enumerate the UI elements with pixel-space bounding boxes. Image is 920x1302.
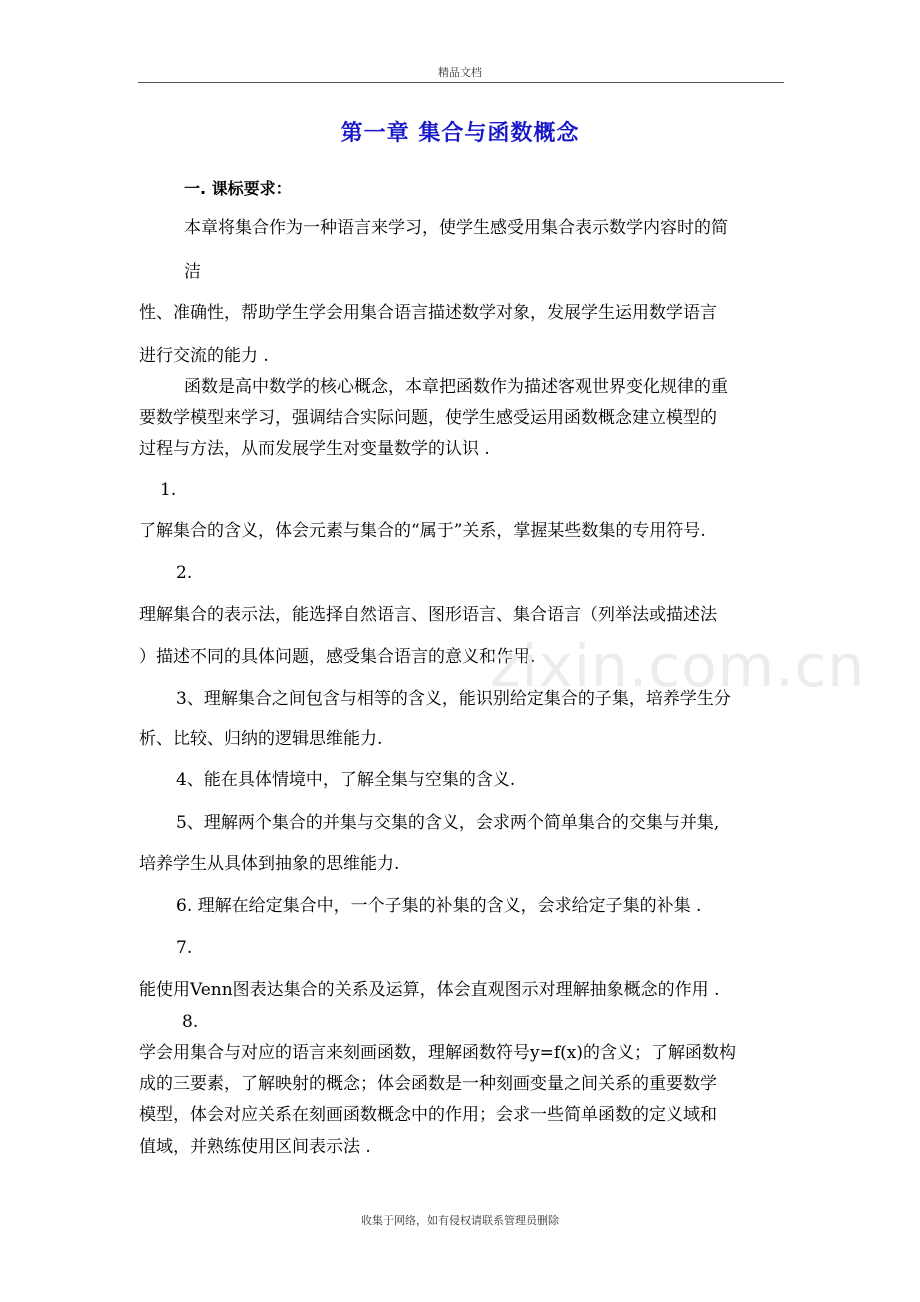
intro-line-2: 洁 bbox=[184, 262, 201, 282]
site-watermark: zixin.com.cn bbox=[490, 632, 866, 700]
chapter-title: 第一章 集合与函数概念 bbox=[340, 121, 580, 146]
item-1-line-1: 了解集合的含义，体会元素与集合的“属于”关系，掌握某些数集的专用符号. bbox=[139, 521, 706, 541]
item-2-line-2: ）描述不同的具体问题，感受集合语言的意义和作用. bbox=[139, 647, 536, 667]
item-2-number: 2. bbox=[176, 563, 193, 583]
page-header-text: 精品文档 bbox=[438, 66, 482, 79]
page-footer-text: 收集于网络，如有侵权请联系管理员删除 bbox=[361, 1214, 559, 1227]
item-8-number: 8. bbox=[182, 1012, 199, 1032]
function-intro-line-2: 要数学模型来学习，强调结合实际问题，使学生感受运用函数概念建立模型的 bbox=[139, 408, 717, 428]
intro-line-1: 本章将集合作为一种语言来学习，使学生感受用集合表示数学内容时的简 bbox=[184, 218, 728, 238]
item-3-line-1: 3、理解集合之间包含与相等的含义，能识别给定集合的子集，培养学生分 bbox=[176, 689, 731, 709]
item-6-line-1: 6. 理解在给定集合中，一个子集的补集的含义，会求给定子集的补集 . bbox=[176, 896, 702, 916]
item-8-line-4: 值域，并熟练使用区间表示法 . bbox=[139, 1137, 371, 1157]
item-2-line-1: 理解集合的表示法，能选择自然语言、图形语言、集合语言（列举法或描述法 bbox=[139, 605, 717, 625]
item-7-line-1: 能使用Venn图表达集合的关系及运算，体会直观图示对理解抽象概念的作用 . bbox=[139, 980, 720, 1000]
item-8-line-2: 成的三要素，了解映射的概念；体会函数是一种刻画变量之间关系的重要数学 bbox=[139, 1074, 717, 1094]
intro-line-4: 进行交流的能力 . bbox=[139, 346, 269, 366]
item-4-line-1: 4、能在具体情境中，了解全集与空集的含义. bbox=[176, 770, 516, 790]
item-3-line-2: 析、比较、归纳的逻辑思维能力. bbox=[139, 729, 383, 749]
item-5-line-2: 培养学生从具体到抽象的思维能力. bbox=[139, 854, 400, 874]
item-1-number: 1. bbox=[160, 480, 177, 500]
item-8-line-1: 学会用集合与对应的语言来刻画函数，理解函数符号y=f(x)的含义；了解函数构 bbox=[139, 1043, 736, 1063]
item-8-line-3: 模型，体会对应关系在刻画函数概念中的作用；会求一些简单函数的定义域和 bbox=[139, 1105, 717, 1125]
intro-line-3: 性、准确性，帮助学生学会用集合语言描述数学对象，发展学生运用数学语言 bbox=[139, 303, 717, 323]
item-5-line-1: 5、理解两个集合的并集与交集的含义，会求两个简单集合的交集与并集, bbox=[176, 813, 720, 833]
header-divider bbox=[138, 82, 784, 83]
function-intro-line-1: 函数是高中数学的核心概念，本章把函数作为描述客观世界变化规律的重 bbox=[184, 377, 728, 397]
section-heading: 一. 课标要求： bbox=[184, 179, 292, 198]
function-intro-line-3: 过程与方法，从而发展学生对变量数学的认识 . bbox=[139, 439, 490, 459]
item-7-number: 7. bbox=[176, 938, 193, 958]
